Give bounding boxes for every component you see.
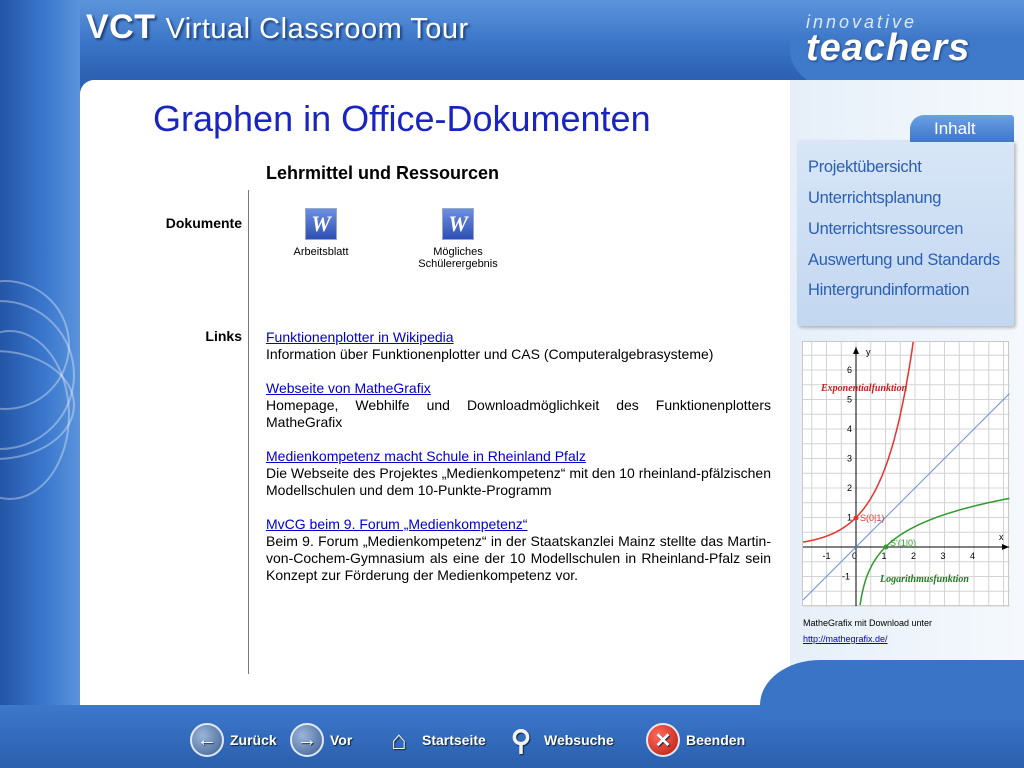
menu-item-unterrichtsressourcen[interactable]: Unterrichtsressourcen — [808, 220, 964, 238]
exit-button[interactable] — [646, 720, 745, 760]
bottom-wave-decoration — [760, 660, 1024, 720]
document-label: Arbeitsblatt — [293, 246, 349, 258]
documents-label: Dokumente — [165, 215, 242, 231]
exp-function-label: Exponentialfunktion — [821, 383, 908, 394]
link-mathegrafix[interactable]: Webseite von MatheGrafix — [266, 380, 431, 396]
magnifier-icon: ⚲ — [510, 724, 532, 756]
back-button[interactable] — [190, 720, 277, 760]
mathegrafix-url-link[interactable]: http://mathegrafix.de/ — [803, 634, 888, 644]
app-title-sub: Virtual Classroom Tour — [165, 13, 469, 45]
identity-line — [803, 394, 1009, 600]
point-s-label: S(0|1) — [860, 513, 885, 523]
app-title-main: VCT — [86, 8, 156, 46]
function-graph — [803, 342, 1010, 607]
x-axis-arrow — [1002, 544, 1009, 550]
menu-item-unterrichtsplanung[interactable]: Unterrichtsplanung — [808, 189, 942, 207]
point-s-prime — [884, 545, 889, 550]
graph-caption-text: MatheGrafix mit Download unter — [803, 618, 933, 628]
x-tick-label: 3 — [940, 551, 946, 561]
y-tick-label: 4 — [847, 424, 853, 434]
x-tick-label: 2 — [911, 551, 917, 561]
x-axis-label: x — [999, 532, 1004, 542]
close-icon: ✕ — [646, 723, 680, 757]
y-axis-label: y — [866, 347, 871, 357]
log-function-label: Logarithmusfunktion — [880, 574, 969, 585]
point-s-prime-label: S'(1|0) — [890, 538, 917, 548]
web-search-button[interactable] — [504, 720, 614, 760]
link-wikipedia[interactable]: Funktionenplotter in Wikipedia — [266, 329, 454, 345]
link-description: Beim 9. Forum „Medienkompetenz“ in der Staatskanzlei Mainz stellte das Martin-von-Cochem-Gymnasium als eine der 10 Modellschulen in Rheinland-Pfalz sein Konzept zur Förderung der Medienkompetenz vor. — [266, 533, 771, 583]
arrow-right-icon: → — [290, 723, 324, 757]
home-button-label: Startseite — [422, 732, 486, 748]
list-item — [266, 380, 771, 431]
document-arbeitsblatt[interactable] — [261, 208, 381, 258]
y-tick-label: 2 — [847, 483, 853, 493]
brand-main: teachers — [806, 27, 971, 69]
link-description: Die Webseite des Projektes „Medienkompetenz“ mit den 10 rheinland-pfälzischen Modellschulen und dem 10-Punkte-Programm — [266, 465, 771, 498]
link-medienkompetenz[interactable]: Medienkompetenz macht Schule in Rheinland Pfalz — [266, 448, 586, 464]
document-label: Mögliches — [433, 246, 483, 258]
x-tick-label: 1 — [881, 551, 887, 561]
next-button[interactable] — [290, 720, 352, 760]
app-title — [86, 8, 469, 47]
list-item — [266, 329, 771, 363]
y-tick-label: 5 — [847, 394, 853, 405]
page-title: Graphen in Office-Dokumenten — [153, 98, 651, 139]
point-s — [854, 516, 859, 521]
links-label: Links — [205, 328, 242, 344]
y-tick-label: 1 — [847, 512, 853, 523]
menu-item-hintergrundinformation[interactable]: Hintergrundinformation — [808, 281, 970, 299]
list-item — [266, 448, 771, 499]
back-button-label: Zurück — [230, 732, 277, 748]
links-list — [266, 329, 771, 601]
x-tick-label: 4 — [970, 551, 976, 561]
y-tick-label: 3 — [847, 453, 853, 464]
web-search-button-label: Websuche — [544, 732, 614, 748]
document-schuelerergebnis[interactable] — [398, 208, 518, 270]
home-button[interactable] — [382, 720, 486, 760]
brand-top: innovative — [806, 12, 918, 32]
left-sidebar-decoration — [0, 0, 80, 768]
house-icon: ⌂ — [391, 724, 407, 755]
link-description: Homepage, Webhilfe und Downloadmöglichkeit des Funktionenplotters MatheGrafix — [266, 397, 771, 430]
list-item — [266, 516, 771, 584]
link-mvcg-forum[interactable]: MvCG beim 9. Forum „Medienkompetenz“ — [266, 516, 528, 532]
function-graph-image — [802, 341, 1009, 606]
y-tick-label: 6 — [847, 365, 853, 375]
word-document-icon[interactable]: W — [442, 208, 474, 240]
menu-item-auswertung[interactable]: Auswertung und Standards — [808, 251, 1000, 269]
brand-logo — [806, 12, 1014, 70]
exponential-curve — [803, 342, 914, 542]
word-document-icon[interactable]: W — [305, 208, 337, 240]
x-tick-label: -1 — [822, 551, 831, 561]
next-button-label: Vor — [330, 732, 353, 748]
link-description: Information über Funktionenplotter und CAS (Computeralgebrasysteme) — [266, 346, 714, 362]
column-divider — [248, 190, 249, 674]
menu-tab-label: Inhalt — [934, 119, 976, 138]
section-heading: Lehrmittel und Ressourcen — [266, 163, 500, 183]
document-label: Schülerergebnis — [418, 258, 498, 270]
exit-button-label: Beenden — [686, 732, 746, 748]
menu-item-projektuebersicht[interactable]: Projektübersicht — [808, 158, 922, 176]
graph-caption — [803, 615, 1013, 647]
arrow-left-icon: ← — [190, 723, 224, 757]
y-axis-arrow — [853, 347, 859, 354]
y-tick-label: -1 — [842, 571, 851, 582]
x-tick-label: 0 — [852, 551, 858, 561]
